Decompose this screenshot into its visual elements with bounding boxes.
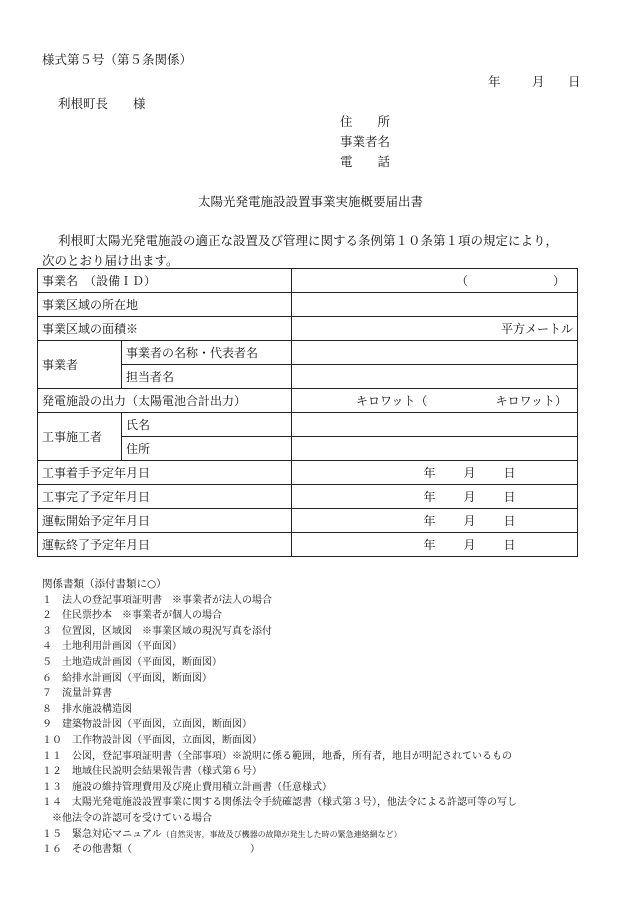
list-item: １１ 公図，登記事項証明書（全部事項）※説明に係る範囲，地番，所有者，地目が明記されているもの — [42, 750, 512, 762]
construction-end-label: 工事完了予定年月日 — [38, 485, 292, 509]
output-unit-left: キロワット（ — [356, 394, 428, 408]
applicant-name-label: 事業者名 — [340, 134, 391, 149]
contractor-address-field[interactable] — [292, 437, 578, 461]
output-label: 発電施設の出力（太陽電池合計出力） — [38, 389, 292, 413]
date-day-label: 日 — [568, 74, 581, 89]
month-label: 月 — [463, 538, 476, 552]
paren-close: ） — [553, 274, 566, 288]
list-item: １３ 施設の維持管理費用及び廃止費用積立計画書（任意様式） — [42, 781, 332, 793]
item-16-close: ） — [250, 844, 260, 856]
table-row — [38, 389, 578, 413]
list-item: ※他法令の許認可を受けている場合 — [42, 812, 212, 824]
item-16-main: １６ その他書類（ — [42, 844, 132, 856]
operator-contact-field[interactable] — [292, 365, 578, 389]
output-unit-right: キロワット） — [495, 394, 568, 408]
table-row — [38, 509, 578, 533]
list-item — [42, 827, 622, 843]
output-field[interactable] — [292, 389, 578, 413]
month-label: 月 — [463, 514, 476, 528]
project-area-label: 事業区域の面積※ — [38, 317, 292, 341]
addressee: 利根町長 様 — [58, 96, 146, 111]
list-item: ９ 建築物設計図（平面図，立面図，断面図） — [42, 719, 252, 731]
year-label: 年 — [423, 514, 436, 528]
list-item: ２ 住民票抄本 ※事業者が個人の場合 — [42, 610, 222, 622]
contractor-address-label: 住所 — [122, 437, 292, 461]
notification-form-table — [37, 268, 578, 557]
intro-line-2: 次のとおり届け出ます。 — [42, 253, 179, 268]
month-label: 月 — [463, 490, 476, 504]
attachments-heading: 関係書類（添付書類に○） — [42, 578, 167, 590]
list-item: ６ 給排水計画図（平面図，断面図） — [42, 672, 212, 684]
operation-start-label: 運転開始予定年月日 — [38, 509, 292, 533]
table-row — [38, 269, 578, 293]
operation-start-field[interactable] — [292, 509, 578, 533]
table-row — [38, 317, 578, 341]
operator-label: 事業者 — [38, 341, 122, 389]
operator-name-label: 事業者の名称・代表者名 — [122, 341, 292, 365]
operator-name-field[interactable] — [292, 341, 578, 365]
day-label: 日 — [503, 538, 516, 552]
contractor-label: 工事施工者 — [38, 413, 122, 461]
contractor-name-field[interactable] — [292, 413, 578, 437]
list-item: ４ 土地利用計画図（平面図） — [42, 641, 182, 653]
operator-contact-label: 担当者名 — [122, 365, 292, 389]
area-unit: 平方メートル — [501, 322, 574, 336]
list-item: ５ 土地造成計画図（平面図，断面図） — [42, 656, 222, 668]
year-label: 年 — [423, 466, 436, 480]
day-label: 日 — [503, 490, 516, 504]
table-row — [38, 461, 578, 485]
list-item: ３ 位置図，区域図 ※事業区域の現況写真を添付 — [42, 625, 272, 637]
form-number: 様式第５号（第５条関係） — [42, 52, 193, 67]
operation-end-field[interactable] — [292, 533, 578, 557]
item-15-note: （自然災害，事故及び機器の故障が発生した時の緊急連絡網など） — [161, 829, 402, 839]
year-label: 年 — [423, 490, 436, 504]
list-item: １０ 工作物設計図（平面図，立面図，断面図） — [42, 734, 262, 746]
table-row — [38, 293, 578, 317]
list-item: ７ 流量計算書 — [42, 688, 112, 700]
applicant-address-label: 住 所 — [340, 114, 391, 129]
project-location-label: 事業区域の所在地 — [38, 293, 292, 317]
project-name-label: 事業名 （設備ＩＤ） — [38, 269, 292, 293]
project-area-field[interactable] — [292, 317, 578, 341]
month-label: 月 — [463, 466, 476, 480]
table-row — [38, 485, 578, 509]
year-label: 年 — [423, 538, 436, 552]
date-year-label: 年 — [488, 74, 501, 89]
table-row — [38, 413, 578, 437]
construction-end-field[interactable] — [292, 485, 578, 509]
intro-line-1: 利根町太陽光発電施設の適正な設置及び管理に関する条例第１０条第１項の規定により， — [58, 233, 559, 248]
project-name-field[interactable] — [292, 269, 578, 293]
list-item: １４ 太陽光発電施設設置事業に関する関係法令手続確認書（様式第３号），他法令による許認可等の写し — [42, 797, 517, 809]
paren-open: （ — [456, 274, 469, 288]
list-item: １ 法人の登記事項証明書 ※事業者が法人の場合 — [42, 594, 272, 606]
applicant-phone-label: 電 話 — [340, 154, 391, 169]
list-item: ８ 排水施設構造図 — [42, 703, 132, 715]
contractor-name-label: 氏名 — [122, 413, 292, 437]
list-item: １２ 地域住民説明会結果報告書（様式第６号） — [42, 766, 262, 778]
table-row — [38, 341, 578, 365]
date-month-label: 月 — [532, 74, 545, 89]
list-item — [42, 842, 622, 858]
construction-start-field[interactable] — [292, 461, 578, 485]
day-label: 日 — [503, 466, 516, 480]
operation-end-label: 運転終了予定年月日 — [38, 533, 292, 557]
attachments-list — [42, 577, 622, 858]
construction-start-label: 工事着手予定年月日 — [38, 461, 292, 485]
table-row — [38, 533, 578, 557]
item-15-main: １５ 緊急対応マニュアル — [42, 828, 162, 840]
project-location-field[interactable] — [292, 293, 578, 317]
day-label: 日 — [503, 514, 516, 528]
document-title: 太陽光発電施設設置事業実施概要届出書 — [198, 194, 424, 209]
